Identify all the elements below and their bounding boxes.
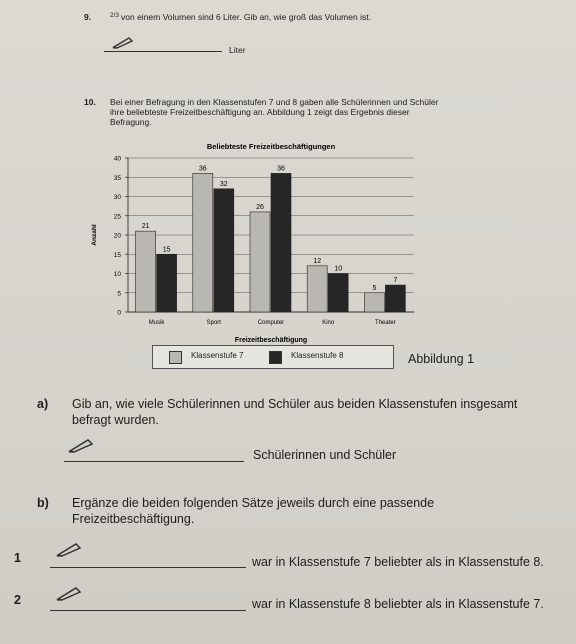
figure-label: Abbildung 1 [408,352,475,366]
part-a-unit: Schülerinnen und Schüler [253,448,397,462]
part-a-line1: Gib an, wie viele Schülerinnen und Schüler aus beiden Klassenstufen insgesamt [72,397,518,411]
legend-label-k8: Klassenstufe 8 [291,351,344,360]
bar-k8 [157,254,177,312]
q9-answer-line[interactable] [104,51,222,52]
bar-k7 [307,266,327,312]
data-label: 26 [256,203,264,211]
q10-line3: Befragung. [110,117,152,127]
part-b-line2: Freizeitbeschäftigung. [72,512,195,526]
y-tick-label: 5 [117,290,121,298]
q9-fraction: 2/3 [110,12,120,19]
data-label: 7 [393,277,398,285]
data-label: 12 [313,257,322,265]
y-tick-label: 20 [113,232,121,240]
bar-k8 [214,189,234,312]
legend-swatch-k8 [269,351,282,364]
pencil-icon [56,585,82,601]
bar-k7 [136,231,156,312]
x-tick-label: Theater [375,320,396,326]
part-b-line1: Ergänze die beiden folgenden Sätze jeweils durch eine passende [72,496,435,510]
y-tick-label: 0 [117,309,121,317]
x-tick-label: Computer [257,320,285,326]
data-label: 10 [334,265,343,273]
part-b-item2-number: 2 [14,593,21,607]
part-b-item1-answer-line[interactable] [50,567,246,568]
x-tick-label: Kino [322,320,335,326]
bar-k8 [271,173,291,312]
data-label: 5 [372,284,377,292]
data-label: 36 [198,165,207,173]
x-axis-label: Freizeitbeschäftigung [234,337,308,344]
data-label: 32 [219,180,228,188]
chart-title: Beliebteste Freizeitbeschäftigungen [206,142,336,151]
q9-unit: Liter [229,45,246,55]
part-b-label: b) [37,496,49,510]
bar-k7 [193,173,213,312]
data-label: 36 [277,165,285,173]
y-axis-label: Anzahl [91,224,98,246]
y-tick-label: 40 [113,155,121,163]
pencil-icon [56,541,82,557]
q9-text: von einem Volumen sind 6 Liter. Gib an, wie groß das Volumen ist. [121,12,371,22]
data-label: 21 [141,223,150,231]
y-tick-label: 25 [113,213,121,221]
pencil-icon [68,437,94,453]
bar-k8 [385,285,405,312]
part-a-answer-line[interactable] [64,461,244,462]
part-b-item1-number: 1 [14,551,21,565]
legend-label-k7: Klassenstufe 7 [191,351,244,360]
bar-k8 [328,274,348,313]
data-label: 15 [162,246,171,254]
part-b-item2-answer-line[interactable] [50,610,246,611]
part-b-item2-text: war in Klassenstufe 8 beliebter als in Klassenstufe 7. [252,597,544,611]
x-tick-label: Sport [206,320,221,326]
chart-legend [152,345,394,369]
part-a-line2: befragt wurden. [72,413,159,427]
y-tick-label: 30 [113,194,121,201]
part-b-item1-text: war in Klassenstufe 7 beliebter als in Klassenstufe 8. [252,555,544,569]
y-tick-label: 10 [113,271,121,278]
q10-line2: ihre beliebteste Freizeitbeschäftigung an. Abbildung 1 zeigt das Ergebnis dieser [110,107,410,117]
bar-k7 [250,212,270,312]
part-a-label: a) [37,397,49,411]
q10-number: 10. [84,97,96,107]
y-tick-label: 35 [113,174,121,182]
y-tick-label: 15 [113,251,121,259]
bar-chart [84,140,424,345]
pencil-icon [112,35,134,49]
q9-number: 9. [84,12,92,22]
bar-k7 [364,293,384,312]
x-tick-label: Musik [148,320,165,326]
legend-swatch-k7 [169,351,182,364]
q10-line1: Bei einer Befragung in den Klassenstufen 7 und 8 gaben alle Schülerinnen und Schüler [110,97,439,107]
